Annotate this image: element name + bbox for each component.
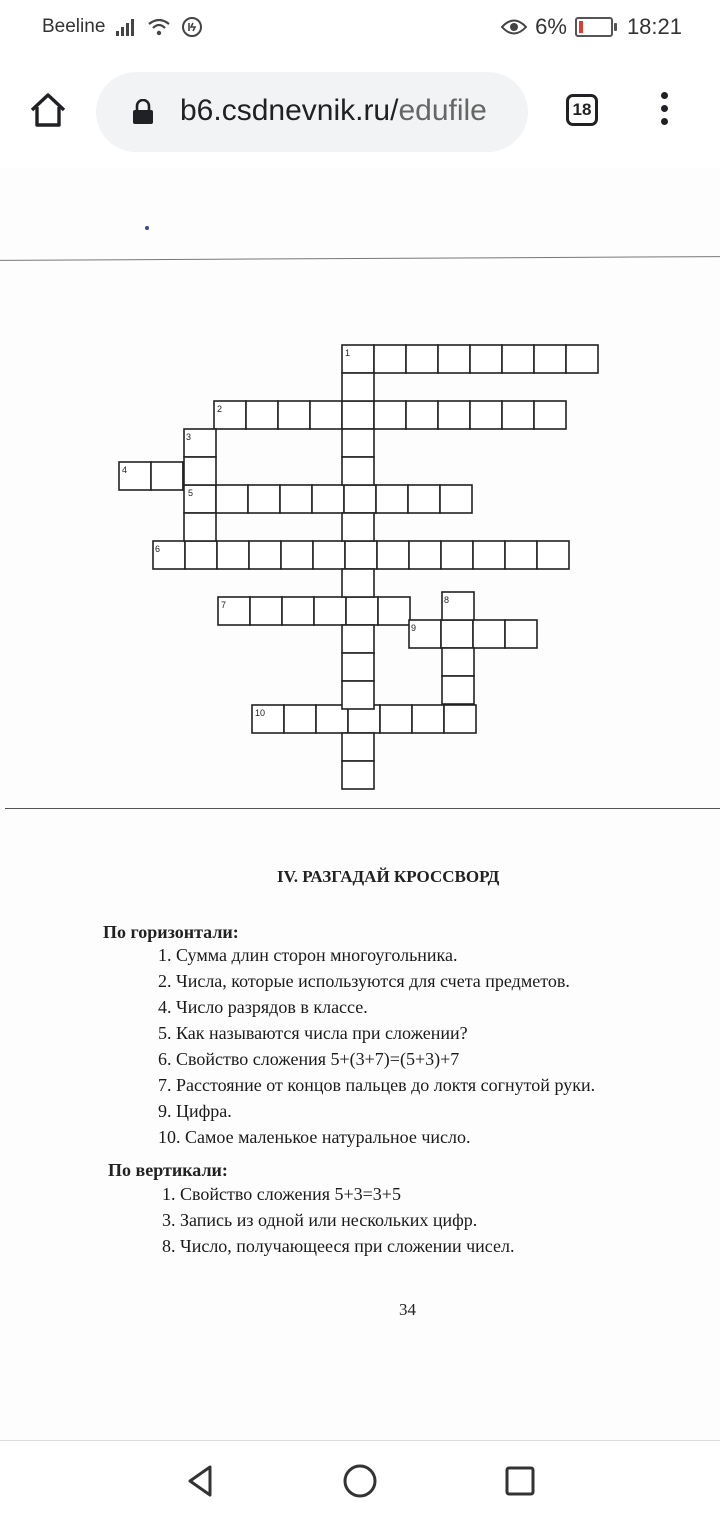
crossword-cell — [342, 625, 374, 653]
home-circle-icon[interactable] — [342, 1463, 378, 1499]
crossword-number: 6 — [155, 544, 161, 554]
crossword-number: 10 — [255, 708, 266, 718]
crossword-cell — [281, 541, 313, 569]
crossword-cell — [342, 681, 374, 709]
divider-bottom — [5, 808, 720, 809]
across-clue-10: 10. Самое маленькое натуральное число. — [158, 1127, 471, 1147]
crossword-cell — [284, 705, 316, 733]
crossword-cell — [380, 705, 412, 733]
tab-switcher-button[interactable]: 18 — [566, 94, 598, 126]
crossword-cell — [505, 620, 537, 648]
crossword-number: 5 — [188, 488, 194, 498]
across-clue-1: 1. Сумма длин сторон многоугольника. — [158, 945, 458, 965]
crossword-cell — [184, 457, 216, 485]
crossword-cell — [406, 401, 438, 429]
crossword-cell — [248, 485, 280, 513]
crossword-cell — [151, 462, 183, 490]
crossword-cell — [342, 457, 374, 485]
crossword-cell — [342, 401, 374, 429]
across-clue-9: 9. Цифра. — [158, 1101, 232, 1121]
crossword-cell — [408, 485, 440, 513]
crossword-cell — [184, 513, 216, 541]
crossword-number: 9 — [411, 623, 417, 633]
crossword-cell — [217, 541, 249, 569]
crossword-number: 2 — [217, 404, 223, 414]
crossword-number: 1 — [345, 348, 351, 358]
down-clue-8: 8. Число, получающееся при сложении чисел. — [162, 1236, 515, 1256]
across-clue-2: 2. Числа, которые используются для счета предметов. — [158, 971, 570, 991]
crossword-cell — [314, 597, 346, 625]
crossword-cell — [250, 597, 282, 625]
crossword-cell — [440, 485, 472, 513]
crossword-number: 7 — [221, 600, 227, 610]
crossword-cell — [473, 620, 505, 648]
crossword-cell — [374, 345, 406, 373]
crossword-cell — [216, 485, 248, 513]
page-number: 34 — [399, 1300, 416, 1319]
crossword-cell — [345, 541, 377, 569]
crossword-cell — [346, 597, 378, 625]
crossword-cell — [534, 401, 566, 429]
crossword-cell — [537, 541, 569, 569]
crossword-cell — [442, 648, 474, 676]
crossword-cell — [278, 401, 310, 429]
section-title: IV. РАЗГАДАЙ КРОССВОРД — [277, 867, 500, 886]
down-clue-3: 3. Запись из одной или нескольких цифр. — [162, 1210, 478, 1230]
carrier-label: Beeline — [42, 16, 106, 37]
crossword-cell — [444, 705, 476, 733]
crossword-cell — [441, 620, 473, 648]
crossword-cell — [342, 761, 374, 789]
across-clue-6: 6. Свойство сложения 5+(3+7)=(5+3)+7 — [158, 1049, 460, 1069]
crossword-cell — [342, 513, 374, 541]
across-clue-4: 4. Число разрядов в классе. — [158, 997, 368, 1017]
crossword-cell — [438, 401, 470, 429]
crossword-cell — [310, 401, 342, 429]
crossword-cell — [438, 345, 470, 373]
crossword-cell — [342, 373, 374, 401]
crossword-cell — [249, 541, 281, 569]
crossword-cell — [441, 541, 473, 569]
crossword-number: 4 — [122, 465, 128, 475]
crossword-cell — [470, 345, 502, 373]
crossword-cell — [344, 485, 376, 513]
down-clue-1: 1. Свойство сложения 5+3=3+5 — [162, 1184, 401, 1204]
crossword-cell — [374, 401, 406, 429]
crossword-cell — [376, 485, 408, 513]
crossword-cell — [505, 541, 537, 569]
crossword-cell — [282, 597, 314, 625]
crossword-cell — [313, 541, 345, 569]
crossword-number: 8 — [444, 595, 450, 605]
across-heading: По горизонтали: — [103, 922, 239, 942]
crossword-cell — [342, 733, 374, 761]
system-nav-bar — [0, 1440, 720, 1521]
crossword-cell — [377, 541, 409, 569]
crossword-cell — [566, 345, 598, 373]
crossword-cell — [185, 541, 217, 569]
crossword-cell — [246, 401, 278, 429]
crossword-cell — [412, 705, 444, 733]
crossword-cell — [534, 345, 566, 373]
crossword-cell — [409, 541, 441, 569]
crossword-number: 3 — [186, 432, 192, 442]
crossword-cell — [470, 401, 502, 429]
crossword-cell — [502, 345, 534, 373]
crossword-cell — [342, 569, 374, 597]
back-icon[interactable] — [182, 1463, 218, 1499]
crossword-cell — [502, 401, 534, 429]
url-text: b6.csdnevnik.ru/edufile — [180, 94, 487, 127]
down-heading: По вертикали: — [108, 1160, 228, 1180]
crossword-cell — [473, 541, 505, 569]
crossword-cell — [342, 653, 374, 681]
crossword-cell — [312, 485, 344, 513]
crossword-cell — [280, 485, 312, 513]
crossword-cell — [406, 345, 438, 373]
battery-percent: 6% — [535, 14, 567, 39]
clock: 18:21 — [626, 14, 682, 39]
recents-icon[interactable] — [502, 1463, 538, 1499]
crossword-cell — [342, 429, 374, 457]
crossword-cell — [378, 597, 410, 625]
across-clue-5: 5. Как называются числа при сложении? — [158, 1023, 468, 1043]
across-clue-7: 7. Расстояние от концов пальцев до локтя согнутой руки. — [158, 1075, 596, 1095]
crossword-cell — [442, 676, 474, 704]
